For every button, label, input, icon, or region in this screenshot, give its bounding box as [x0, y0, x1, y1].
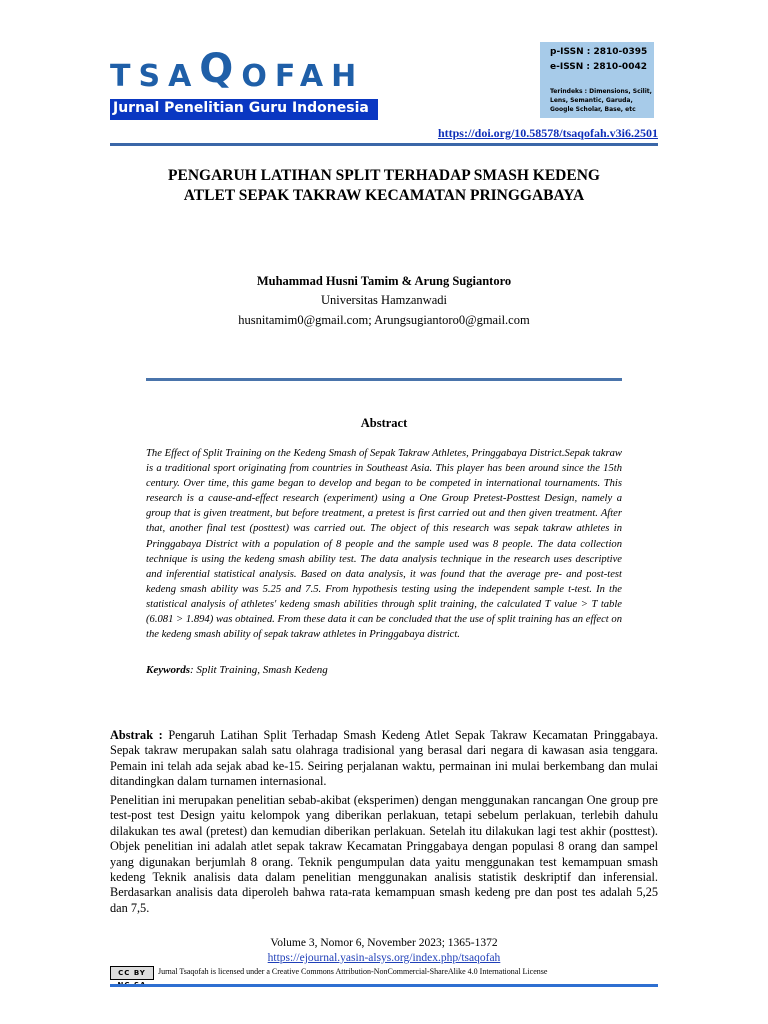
- logo-suffix: OFAH: [241, 59, 365, 94]
- title-line-1: PENGARUH LATIHAN SPLIT TERHADAP SMASH KEDENG: [168, 167, 600, 184]
- license-row: [110, 966, 658, 980]
- abstract-english: The Effect of Split Training on the Kedeng Smash of Sepak Takraw Athletes, Pringgabaya District.Sepak takraw is a traditional sport originating from countries in Southeast Asia. This player has been around since the 15th century. Over time, this game began to develop and began to be competed in international tournaments. This research is a cause-and-effect research (experiment) using a One Group Pretest-Posttest Design, namely a group that is given treatment, but before treatment, a pretest is first carried out and then given treatment. After that, another final test (posttest) was carried out. The object of this research was sepak takraw athletes in Pringgabaya District with a population of 8 people and the sample used was 8 people. The data collection technique is using the kedeng smash ability test. The data analysis technique in the research uses descriptive and inferential statistical analysis. Based on data analysis, it was found that the average pre- and post-test kedeng smash ability was 5.25 and 7.5. From hypothesis testing using the independent sample t-test. In the statistical analysis of athletes' kedeng smash abilities through split training, the calculated T value > T table (6.081 > 1.894) was obtained. From these data it can be concluded that the use of split training has an effect on the kedeng smash ability of sepak takraw athletes in Pringgabaya district.: [146, 448, 622, 641]
- e-issn: e-ISSN : 2810-0042: [550, 62, 647, 72]
- license-text: Jurnal Tsaqofah is licensed under a Creative Commons Attribution-NonCommercial-ShareAlike 4.0 International License: [158, 967, 548, 976]
- journal-subtitle-bar: [110, 99, 378, 120]
- abstrak-paragraph-2: Penelitian ini merupakan penelitian sebab-akibat (eksperimen) dengan menggunakan rancangan One group pre test-post test Design yaitu kelompok yang diberikan perlakuan, tetapi sebelum perlakuan, terlebih dahulu dilakukan tes awal (pretest) dan kemudian diberikan perlakuan. Setelah itu dilakukan lagi test akhir (posttest). Objek penelitian ini adalah atlet sepak takraw Kecamatan Pringgabaya dengan populasi 8 orang dan sampel yang digunakan berjumlah 8 orang. Teknik pengumpulan data yaitu menggunakan test kemampuan smash kedeng Teknik analisis data dalam penelitian menggunakan analisis statistik deskriptif dan inferensial. Berdasarkan analisis data diperoleh bahwa rata-rata kemampuan smash kedeng pre dan post tes adalah 5,25 dan 7,5.: [110, 793, 658, 915]
- journal-url[interactable]: https://ejournal.yasin-alsys.org/index.php/tsaqofah: [267, 952, 501, 964]
- logo-q: Q: [199, 46, 242, 92]
- keywords: [146, 664, 622, 676]
- abstract-heading: Abstract: [360, 416, 408, 430]
- doi-link[interactable]: https://doi.org/10.58578/tsaqofah.v3i6.2501: [437, 126, 658, 140]
- issn-box: [540, 42, 654, 118]
- keywords-text: : Split Training, Smash Kedeng: [190, 664, 328, 676]
- volume-info: Volume 3, Nomor 6, November 2023; 1365-1372: [270, 937, 498, 949]
- footer-divider: [110, 984, 658, 987]
- title-line-2: ATLET SEPAK TAKRAW KECAMATAN PRINGGABAYA: [183, 187, 585, 204]
- keywords-label: Keywords: [146, 664, 190, 676]
- index-line-1: Terindeks : Dimensions, Scilit,: [550, 88, 652, 95]
- logo-prefix: TSA: [110, 59, 200, 94]
- abstrak-text-1: Pengaruh Latihan Split Terhadap Smash Kedeng Atlet Sepak Takraw Kecamatan Pringgabaya. Sepak takraw merupakan salah satu olahraga tradisional yang berasal dari negara di kawasan asia tenggara. Pemain ini telah ada sejak abad ke-15. Seiring perjalanan waktu, permainan ini mulai berkembang dan mulai ditandingkan dalam turnamen internasional.: [110, 728, 659, 789]
- abstract-divider: [146, 378, 622, 381]
- abstrak-paragraph-1: [110, 728, 658, 790]
- journal-logo: [110, 46, 365, 96]
- article-title: [110, 166, 658, 206]
- journal-subtitle: Jurnal Penelitian Guru Indonesia: [113, 100, 369, 116]
- abstrak-label: Abstrak :: [110, 728, 163, 742]
- index-line-3: Google Scholar, Base, etc: [550, 106, 636, 113]
- affiliation: Universitas Hamzanwadi: [320, 293, 447, 307]
- cc-license-icon[interactable]: CC BY: [110, 966, 154, 980]
- author-emails: husnitamim0@gmail.com; Arungsugiantoro0@gmail.com: [238, 313, 530, 327]
- header-divider: [110, 143, 658, 146]
- index-line-2: Lens, Semantic, Garuda,: [550, 97, 633, 104]
- authors: Muhammad Husni Tamim & Arung Sugiantoro: [256, 274, 512, 288]
- p-issn: p-ISSN : 2810-0395: [550, 47, 648, 57]
